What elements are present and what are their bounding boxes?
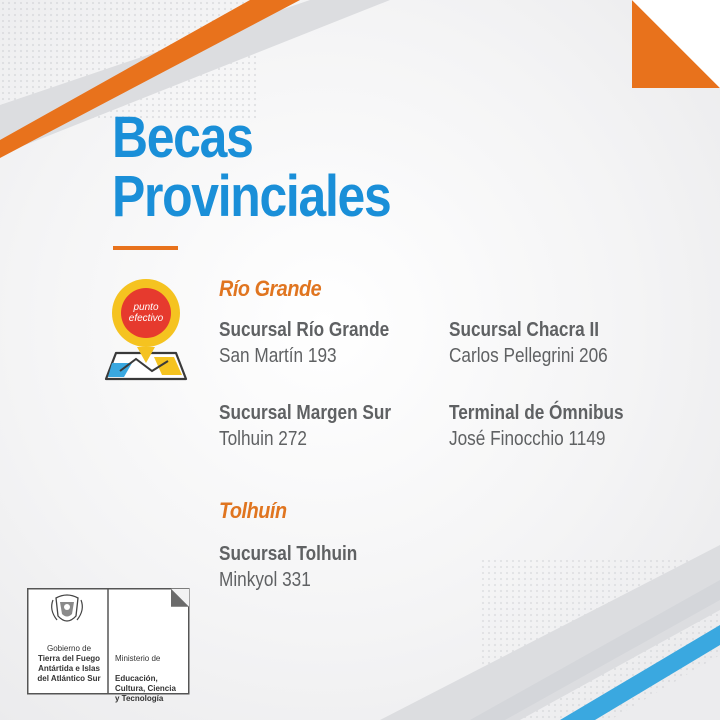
branch-address: Carlos Pellegrini 206 [449,345,608,367]
city-heading-rio-grande: Río Grande [219,276,322,301]
branch-name: Sucursal Chacra II [449,319,600,341]
branch-name: Terminal de Ómnibus [449,402,624,424]
branch-address: San Martín 193 [219,345,337,367]
branch-name: Sucursal Río Grande [219,319,390,341]
title-line-1: Becas [112,105,253,170]
branch-sucursal-margen-sur [219,400,391,452]
ministry-line-1: Ministerio de [115,654,161,663]
branch-name: Sucursal Margen Sur [219,402,392,424]
city-heading-tolhuin: Tolhuín [219,498,287,523]
branch-name: Sucursal Tolhuin [219,543,358,565]
government-text [32,644,106,684]
map-pin-icon [102,275,190,387]
branch-address: Minkyol 331 [219,569,311,591]
title-line-2: Provinciales [112,164,391,229]
title-underline [113,246,178,250]
branch-address: Tolhuin 272 [219,428,307,450]
government-line-2: Tierra del Fuego Antártida e Islas del Atlántico Sur [37,654,101,683]
pin-label-line-1: punto [133,302,159,313]
government-line-1: Gobierno de [46,644,92,653]
branch-sucursal-chacra-ii [449,317,608,369]
ministry-line-2: Educación, Cultura, Ciencia y Tecnología [115,674,176,703]
pin-label-line-2: efectivo [128,313,164,324]
branch-sucursal-tolhuin [219,541,357,593]
branch-terminal-de-omnibus [449,400,624,452]
branch-sucursal-rio-grande [219,317,389,369]
page-title [112,105,391,229]
branch-address: José Finocchio 1149 [449,428,606,450]
government-logo [27,588,197,703]
ministry-text [115,644,191,714]
